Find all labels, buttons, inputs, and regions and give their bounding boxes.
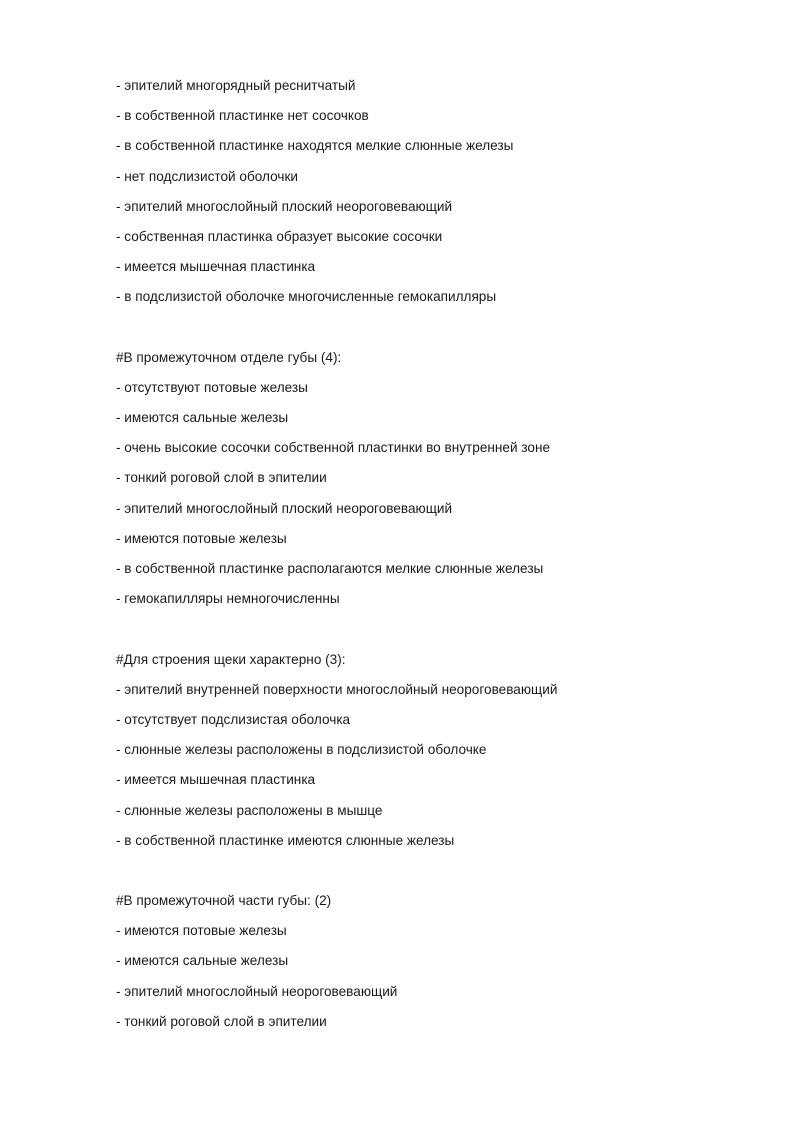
list-item: - собственная пластинка образует высокие сосочки (116, 228, 443, 244)
document-body (116, 71, 736, 1037)
list-item: - слюнные железы расположены в подслизистой оболочке (116, 742, 487, 758)
section-answer-options (116, 71, 736, 313)
list-item: - имеются сальные железы (116, 953, 289, 969)
question-heading: #В промежуточной части губы: (2) (116, 893, 332, 909)
list-item: - отсутствует подслизистая оболочка (116, 711, 351, 727)
list-item: - имеются сальные железы (116, 410, 289, 426)
list-item: - имеется мышечная пластинка (116, 772, 316, 788)
section-question-cheek (116, 645, 736, 856)
list-item: - в собственной пластинке имеются слюнные железы (116, 832, 455, 848)
question-heading: #Для строения щеки характерно (3): (116, 651, 346, 667)
list-item: - тонкий роговой слой в эпителии (116, 470, 327, 486)
section-question-lip-intermediate (116, 343, 736, 615)
list-item: - слюнные железы расположены в мышце (116, 802, 383, 818)
list-item: - тонкий роговой слой в эпителии (116, 1013, 327, 1029)
list-item: - очень высокие сосочки собственной пластинки во внутренней зоне (116, 440, 551, 456)
list-item: - эпителий многослойный плоский неороговевающий (116, 500, 453, 516)
list-item: - эпителий многослойный неороговевающий (116, 983, 398, 999)
list-item: - в собственной пластинке нет сосочков (116, 108, 369, 124)
list-item: - гемокапилляры немногочисленны (116, 591, 340, 607)
list-item: - имеется мышечная пластинка (116, 259, 316, 275)
list-item: - эпителий многорядный реснитчатый (116, 78, 356, 93)
section-question-lip-intermediate-part (116, 886, 736, 1037)
list-item: - отсутствуют потовые железы (116, 379, 308, 395)
list-item: - эпителий внутренней поверхности многослойный неороговевающий (116, 681, 558, 697)
list-item: - нет подслизистой оболочки (116, 168, 299, 184)
question-heading: #В промежуточном отделе губы (4): (116, 349, 342, 365)
list-item: - в собственной пластинке располагаются мелкие слюнные железы (116, 561, 544, 576)
list-item: - в подслизистой оболочке многочисленные гемокапилляры (116, 289, 497, 305)
list-item: - имеются потовые железы (116, 923, 287, 939)
list-item: - эпителий многослойный плоский неороговевающий (116, 198, 453, 214)
list-item: - в собственной пластинке находятся мелкие слюнные железы (116, 138, 514, 154)
list-item: - имеются потовые железы (116, 530, 287, 546)
